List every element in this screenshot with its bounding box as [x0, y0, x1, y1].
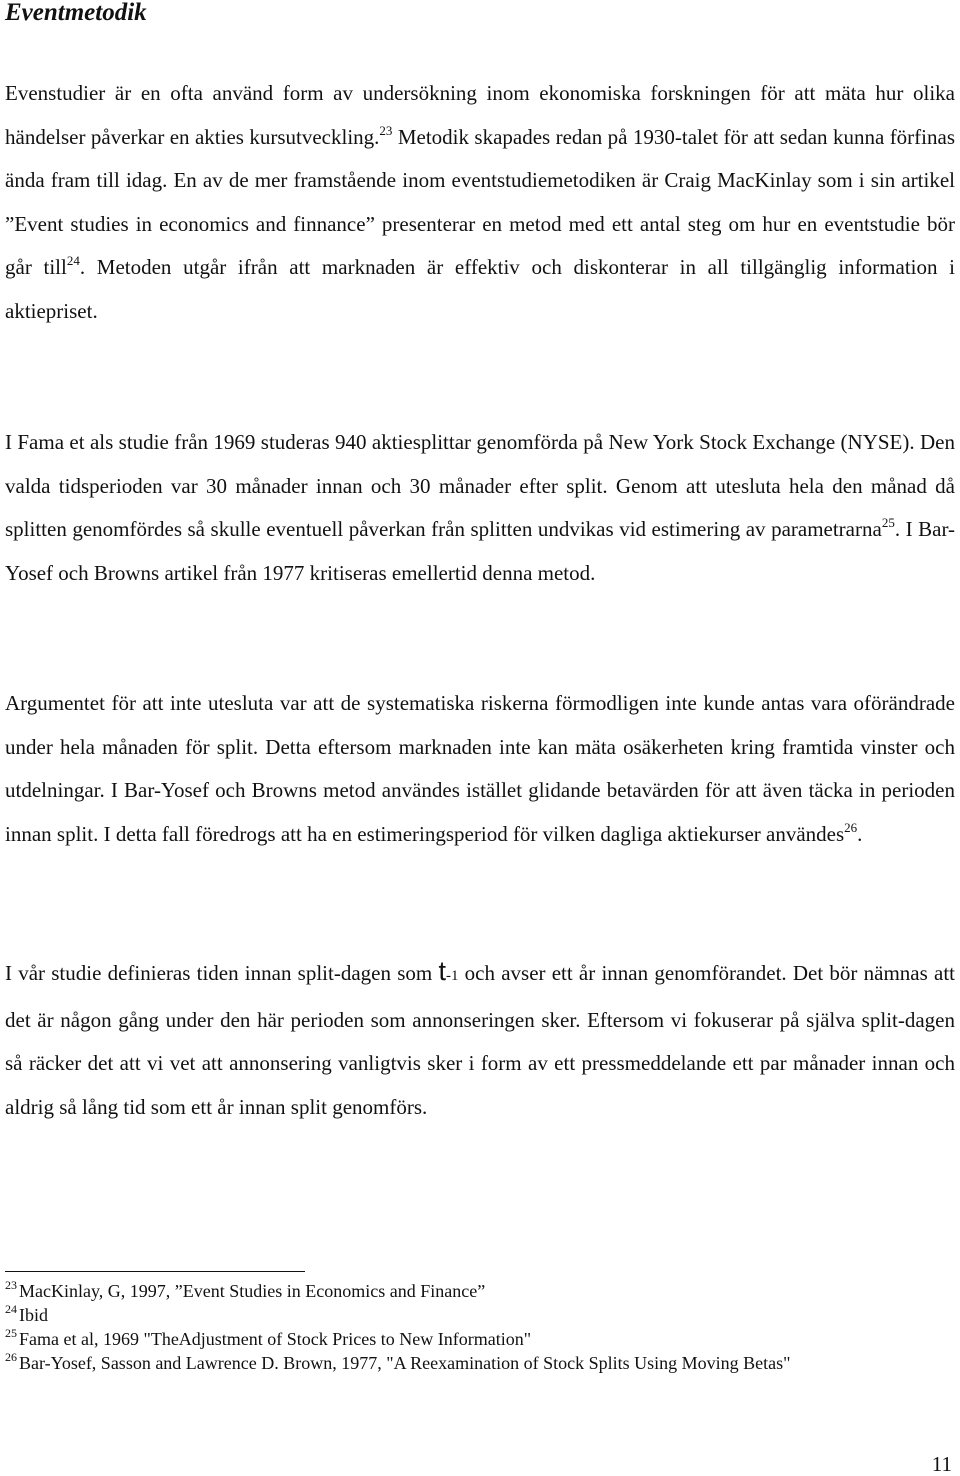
footnote-number: 23	[5, 1278, 17, 1292]
footnote-text: Fama et al, 1969 "TheAdjustment of Stock Prices to New Information"	[19, 1329, 532, 1349]
time-variable: t	[438, 956, 446, 986]
footnote-reference-25[interactable]: 25	[881, 515, 895, 531]
footnote-reference-24[interactable]: 24	[66, 253, 80, 269]
footnote-reference-23[interactable]: 23	[379, 122, 393, 138]
footnote-number: 25	[5, 1326, 17, 1340]
paragraph-event-studies-intro	[5, 72, 955, 334]
paragraph-text: Evenstudier är en ofta använd form av undersökning inom ekonomiska forskningen för att mäta hur olika händelser påverkar en akties kursutveckling.	[5, 81, 955, 149]
footnote-26	[5, 1351, 905, 1375]
footnote-number: 26	[5, 1350, 17, 1364]
section-heading: Eventmetodik	[5, 0, 147, 26]
paragraph-text: .	[857, 821, 863, 846]
paragraph-text: I vår studie definieras tiden innan split-dagen som	[5, 961, 439, 985]
paragraph-text: och avser ett år innan genomförandet. Det bör nämnas att det är någon gång under den här perioden som annonseringen sker. Eftersom vi fokuserar på själva split-dagen så räcker det att vi vet att annonsering vanligtvis sker i form av ett pressmeddelande ett par månader innan och aldrig så lång tid som ett år innan split genomförs.	[5, 961, 955, 1119]
footnote-separator	[5, 1271, 305, 1272]
footnotes	[5, 1279, 905, 1375]
footnote-25	[5, 1327, 905, 1351]
paragraph-text: . I Bar-Yosef och Browns artikel från 1977 kritiseras emellertid denna metod.	[5, 517, 956, 585]
paragraph-argument	[5, 682, 955, 856]
footnote-text: Ibid	[19, 1305, 48, 1325]
footnote-reference-26[interactable]: 26	[844, 819, 858, 835]
paragraph-text: I Fama et als studie från 1969 studeras 940 aktiesplittar genomförda på New York Stock Exchange (NYSE). Den valda tidsperioden var 30 månader innan och 30 månader efter split. Genom att utesluta hela den månad då splitten genomfördes så skulle eventuell påverkan från splitten undvikas vid estimering av parametrarna	[5, 430, 955, 542]
paragraph-text: Argumentet för att inte utesluta var att de systematiska riskerna förmodligen inte kunde antas vara oförändrade under hela månaden för split. Detta eftersom marknaden inte kan mäta osäkerheten kring framtida vinster och utdelningar. I Bar-Yosef och Browns metod användes istället glidande betavärden för att även täcka in perioden innan split. I detta fall föredrogs att ha en estimeringsperiod för vilken dagliga aktiekurser användes	[5, 691, 955, 846]
time-variable-subscript: -1	[445, 968, 459, 984]
footnote-24	[5, 1303, 905, 1327]
footnote-23	[5, 1279, 905, 1303]
paragraph-fama-study	[5, 421, 955, 595]
paragraph-our-study	[5, 950, 955, 1129]
page-number: 11	[931, 1452, 952, 1476]
footnote-number: 24	[5, 1302, 17, 1316]
footnote-text: MacKinlay, G, 1997, ”Event Studies in Economics and Finance”	[19, 1281, 486, 1301]
paragraph-text: Metodik skapades redan på 1930-talet för att sedan kunna förfinas ända fram till idag. En av de mer framstående inom eventstudiemetodiken är Craig MacKinlay som i sin artikel ”Event studies in economics and finnance” presenterar en metod med ett antal steg om hur en eventstudie bör går till	[5, 124, 955, 280]
paragraph-text: . Metoden utgår ifrån att marknaden är effektiv och diskonterar in all tillgänglig information i aktiepriset.	[5, 255, 956, 323]
footnote-text: Bar-Yosef, Sasson and Lawrence D. Brown, 1977, "A Reexamination of Stock Splits Using Moving Betas"	[19, 1353, 791, 1373]
